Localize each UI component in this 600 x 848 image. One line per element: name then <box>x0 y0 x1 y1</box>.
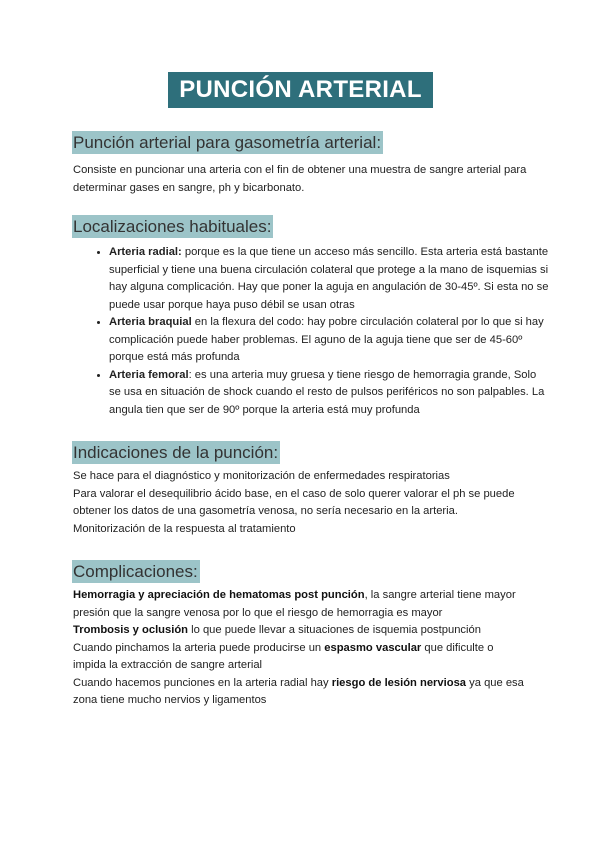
paragraph-line: Para valorar el desequilibrio ácido base, en el caso de solo querer valorar el ph se puede <box>73 487 515 500</box>
indicaciones-paragraph <box>73 468 533 538</box>
item-term: Arteria femoral <box>109 368 189 381</box>
complication-text: lo que puede llevar a situaciones de isquemia postpunción <box>188 624 481 636</box>
complication-term: Trombosis y oclusión <box>73 624 189 636</box>
complication-lesion-nerviosa <box>73 675 528 710</box>
complication-text: Cuando pinchamos la arteria puede producirse un <box>73 641 325 654</box>
complication-trombosis <box>73 622 528 640</box>
section-heading-complicaciones <box>72 560 200 583</box>
paragraph-line: Se hace para el diagnóstico y monitorización de enfermedades respiratorias <box>73 470 450 482</box>
complication-text: ya que esa zona tiene mucho nervios y ligamentos <box>73 676 524 706</box>
paragraph-line: determinar gases en sangre, ph y bicarbonato. <box>73 181 305 194</box>
page-title: PUNCIÓN ARTERIAL <box>179 76 422 103</box>
list-item-radial <box>109 244 549 314</box>
complicaciones-body <box>73 587 528 710</box>
list-item-braquial <box>109 314 549 367</box>
gasometria-paragraph <box>73 162 533 197</box>
heading-text: Indicaciones de la punción: <box>73 443 279 462</box>
section-heading-localizaciones <box>72 215 273 238</box>
complication-espasmo <box>73 640 528 675</box>
list-item-femoral <box>109 367 549 420</box>
localizaciones-list <box>90 244 549 419</box>
heading-text: Punción arterial para gasometría arterial: <box>73 133 382 152</box>
section-heading-indicaciones <box>72 441 280 464</box>
item-text: porque es la que tiene un acceso más sencillo. Esta arteria está bastante superficial y tiene una buena circulación colateral que protege a la mano de isquemias si hay alguna complicación. Hay que poner la aguja en angulación de 30-45º. Si esta no se puede usar porque haya puso débil se usan otras <box>109 246 549 311</box>
item-text: en la flexura del codo: hay pobre circulación colateral por lo que si hay complicación puede haber problemas. El aguno de la aguja tiene que ser de 45-60º porque está más profunda <box>109 316 544 363</box>
complication-text: Cuando hacemos punciones en la arteria radial hay <box>73 676 332 689</box>
paragraph-line: Consiste en puncionar una arteria con el fin de obtener una muestra de sangre arterial para <box>73 164 527 176</box>
item-term: Arteria radial: <box>109 246 182 258</box>
complication-text: que dificulte o impida la extracción de sangre arterial <box>73 641 494 671</box>
complication-term: riesgo de lesión nerviosa <box>331 676 467 689</box>
complication-term: Hemorragia y apreciación de hematomas post punción <box>73 589 365 601</box>
item-term: Arteria braquial <box>109 316 192 328</box>
paragraph-line: Monitorización de la respuesta al tratamiento <box>73 522 296 535</box>
complication-text: , la sangre arterial tiene mayor presión que la sangre venosa por lo que el riesgo de hemorragia es mayor <box>73 589 516 619</box>
complication-term: espasmo vascular <box>324 641 422 654</box>
complication-hemorragia <box>73 587 528 622</box>
paragraph-line: obtener los datos de una gasometría venosa, no sería necesario en la arteria. <box>73 505 458 517</box>
item-text: : es una arteria muy gruesa y tiene riesgo de hemorragia grande, Solo se usa en situación de shock cuando el resto de pulsos periféricos no son palpables. La angula tien que ser de 90º porque la arteria está muy profunda <box>109 368 545 416</box>
heading-text: Complicaciones: <box>73 562 198 581</box>
heading-text: Localizaciones habituales: <box>73 217 272 236</box>
section-heading-gasometria <box>72 131 383 154</box>
